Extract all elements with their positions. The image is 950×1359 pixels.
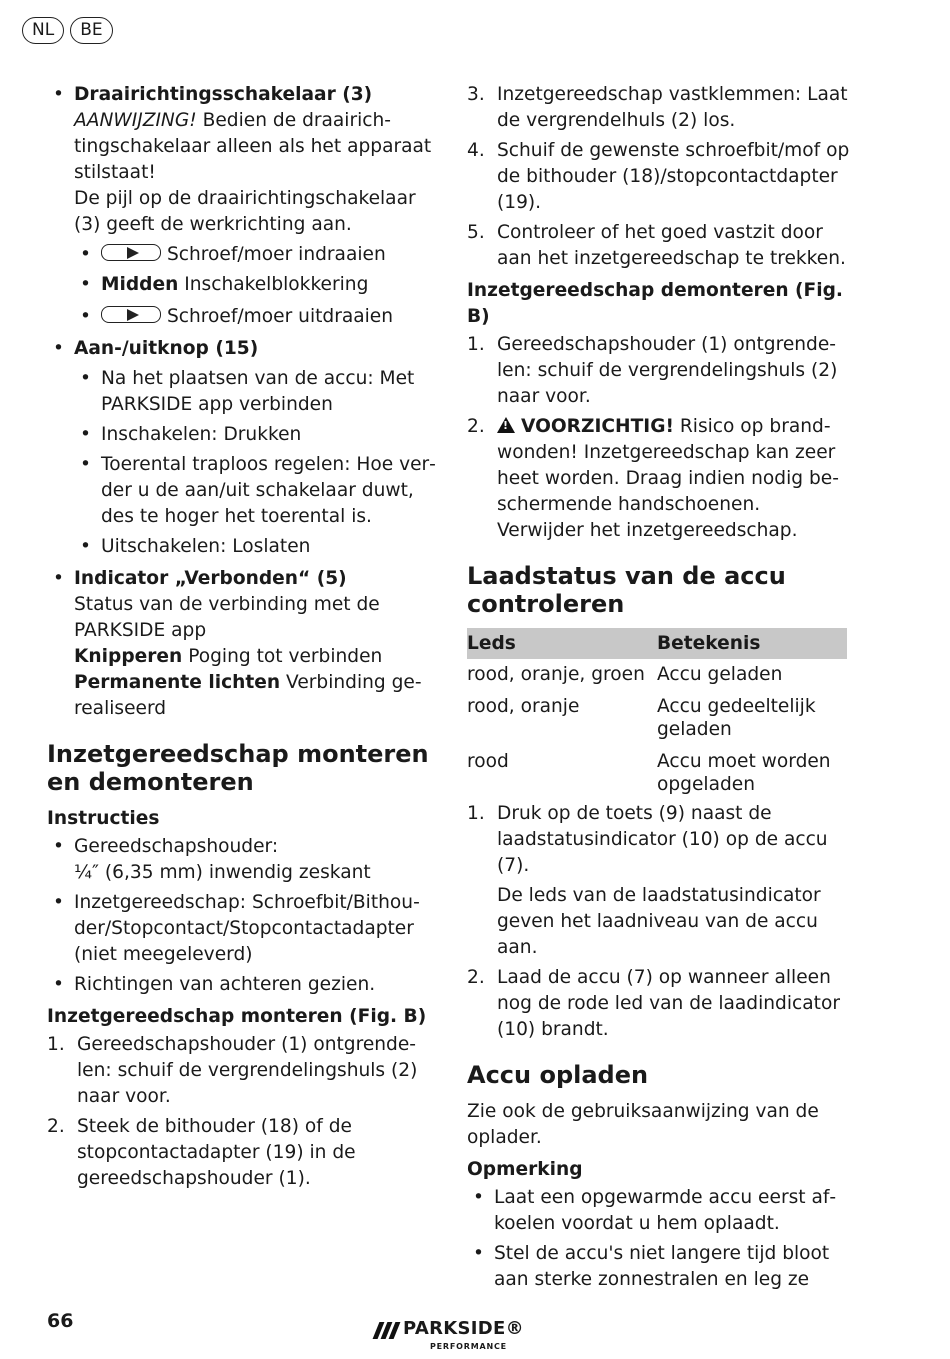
mount-heading: Inzetgereedschap monteren (Fig. B) [47,1006,427,1027]
direction-text: De pijl op de draairichtingschakelaar (3) geeft de werkrichting aan. [74,188,416,235]
list-item: • Na het plaatsen van de accu: Met PARKSIDE app verbinden [74,366,437,418]
table-cell: Accu gedeeltelijk geladen [657,696,816,740]
table-header-row [467,628,847,659]
list-item: • Richtingen van achteren gezien. [47,972,437,998]
section-heading-mount: Inzetgereedschap monteren en demonteren [47,740,429,796]
mount-step-5: 5. Controleer of het goed vastzit door aan het inzetgereedschap te trekken. [467,222,846,269]
right-column [467,82,851,1293]
table-cell: rood, oranje, groen [467,664,645,685]
table-cell: Accu moet worden opgeladen [657,751,831,795]
onoff-list [74,366,437,560]
list-item: • Schroef/moer uitdraaien [74,304,437,330]
table-header-cell: Leds [467,628,657,659]
list-item: • Inschakelen: Drukken [74,422,437,448]
list-item: • Schroef/moer indraaien [74,242,437,268]
section-heading-charge-status: Laadstatus van de accu controleren [467,562,786,618]
mount-step-3: 3. Inzetgereedschap vastklemmen: Laat de vergrendelhuls (2) los. [467,84,848,131]
table-header-cell: Betekenis [657,628,847,659]
mount-step-4: 4. Schuif de gewenste schroefbit/mof op de bithouder (18)/stopcontactdapter (19). [467,140,850,213]
note-label: AANWIJZING! [74,110,197,131]
indicator-section: • Indicator „Verbonden“ (5) Status van de verbinding met de PARKSIDE app Knipperen Poging tot verbinden Permanente lichten Verbinding gerealiseerd [47,566,437,722]
language-badges [22,17,113,44]
table-cell: rood, oranje [467,696,580,717]
charge-step-2: 2. Laad de accu (7) op wanneer alleen nog de rode led van de laadindicator (10) brandt. [467,967,840,1040]
charging-text: Zie ook de gebruiksaanwijzing van de oplader. [467,1101,819,1148]
warning-icon [497,417,515,433]
arrow-right-icon [101,244,161,261]
logo-name: PARKSIDE® [403,1318,524,1339]
remark-heading: Opmerking [467,1159,583,1180]
table-cell: Accu geladen [657,664,783,685]
page-number: 66 [47,1310,74,1332]
charge-step-1: 1. Druk op de toets (9) naast de laadstatusindicator (10) op de accu (7). De leds van de laadstatusindicator geven het laadniveau van de accu aan. [467,803,828,958]
mount-step-2: 2. Steek de bithouder (18) of de stopcontactadapter (19) in de gereedschapshouder (1). [47,1116,356,1189]
table-row [467,746,847,801]
direction-note-text: Bedien de draairichtingschakelaar alleen als het apparaat stilstaat! [74,110,432,183]
led-status-table [467,628,847,801]
demount-step-2: 2. ! VOORZICHTIG! Risico op brandwonden! Inzetgereedschap kan zeer heet worden. Draag indien nodig beschermende handschoenen. Verwijder het inzetgereedschap. [467,414,851,544]
list-item: • Midden Inschakelblokkering [74,272,437,298]
table-row [467,659,847,691]
logo-subline: PERFORMANCE [430,1342,507,1351]
instructions-heading: Instructies [47,808,160,829]
table-row [467,691,847,746]
arrow-left-icon [101,306,161,323]
demount-step-1: 1. Gereedschapshouder (1) ontgrendelen: schuif de vergrendelingshuls (2) naar voor. [467,334,838,407]
list-item: • Uitschakelen: Loslaten [74,534,437,560]
indicator-title: Indicator „Verbonden“ (5) [74,568,347,589]
list-item: • Toerental traploos regelen: Hoe verder u de aan/uit schakelaar duwt, des te hoger het toerental is. [74,452,437,530]
table-cell: rood [467,751,509,772]
warning-label: VOORZICHTIG! [521,416,674,437]
demount-heading: Inzetgereedschap demonteren (Fig. B) [467,280,843,327]
list-item: • Laat een opgewarmde accu eerst afkoelen voordat u hem oplaadt. [467,1185,851,1237]
list-item: • Stel de accu's niet langere tijd bloot aan sterke zonnestralen en leg ze [467,1241,851,1293]
direction-switch-section [47,82,437,238]
list-item: • Inzetgereedschap: Schroefbit/Bithouder/Stopcontact/Stopcontactadapter (niet meegeleverd) [47,890,437,968]
onoff-section [47,336,437,362]
direction-switch-title: Draairichtingsschakelaar (3) [74,84,373,105]
mount-step-1: 1. Gereedschapshouder (1) ontgrendelen: schuif de vergrendelingshuls (2) naar voor. [47,1034,418,1107]
list-item: • Gereedschapshouder: ¼″ (6,35 mm) inwendig zeskant [47,834,437,886]
language-badge-nl: NL [22,17,64,44]
indicator-text: Status van de verbinding met de PARKSIDE app [74,594,380,641]
logo-slashes-icon [372,1322,400,1338]
left-column [47,82,437,1192]
direction-options [74,242,437,330]
language-badge-be: BE [70,17,112,44]
onoff-title: Aan-/uitknop (15) [74,338,259,359]
section-heading-charging: Accu opladen [467,1061,649,1089]
